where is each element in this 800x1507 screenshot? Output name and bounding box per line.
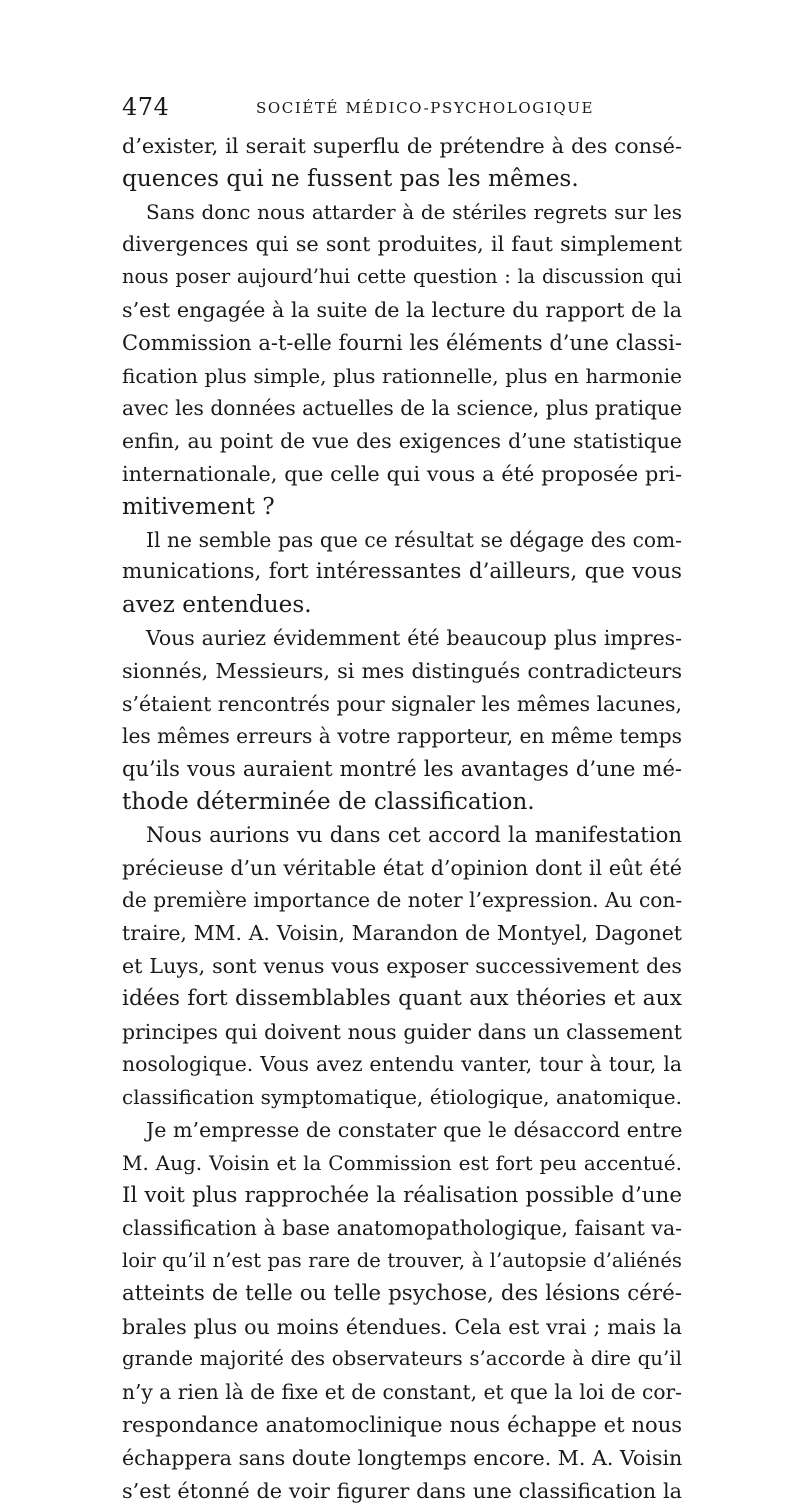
text-line: de première importance de noter l’expression. Au con- [122,888,683,913]
text-line: qu’ils vous auraient montré les avantages d’une mé- [122,757,682,782]
text-line: mitivement ? [122,492,275,520]
text-line: brales plus ou moins étendues. Cela est vrai ; mais la [122,1314,682,1339]
text-line: échappera sans doute longtemps encore. M. A. Voisin [122,1445,683,1470]
text-line: M. Aug. Voisin et la Commission est fort peu accentué. [122,1150,682,1175]
text-line: Il ne semble pas que ce résultat se dégage des com- [146,527,682,552]
text-line: s’est étonné de voir figurer dans une classification la [122,1478,682,1503]
text-line: quences qui ne fussent pas les mêmes. [122,164,579,192]
text-line: thode déterminée de classification. [122,787,535,815]
text-line: fication plus simple, plus rationnelle, plus en harmonie [122,363,682,388]
text-line: internationale, que celle qui vous a été proposée pri- [122,461,682,486]
text-line: respondance anatomoclinique nous échappe et nous [122,1413,682,1438]
text-line: loir qu’il n’est pas rare de trouver, à l’autopsie d’aliénés [122,1249,682,1273]
text-line: idées fort dissemblables quant aux théories et aux [122,985,682,1011]
text-line: s’est engagée à la suite de la lecture du rapport de la [122,297,682,322]
text-line: enfin, au point de vue des exigences d’une statistique [122,429,682,454]
text-line: classification symptomatique, étiologique, anatomique. [122,1085,682,1110]
text-line: et Luys, sont venus vous exposer successivement des [122,953,682,978]
text-line: nous poser aujourd’hui cette question : la discussion qui [122,265,682,289]
running-head [122,92,682,122]
body-text [122,130,682,1507]
text-line: traire, MM. A. Voisin, Marandon de Montyel, Dagonet [122,921,682,946]
text-line: classification à base anatomopathologique, faisant va- [122,1216,682,1241]
text-line: n’y a rien là de fixe et de constant, et que la loi de cor- [122,1380,682,1405]
text-line: sionnés, Messieurs, si mes distingués contradicteurs [122,658,682,683]
text-line: s’étaient rencontrés pour signaler les mêmes lacunes, [122,691,682,716]
text-line: Nous aurions vu dans cet accord la manifestation [146,821,682,847]
journal-title: SOCIÉTÉ MÉDICO-PSYCHOLOGIQUE [256,99,595,117]
text-line: les mêmes erreurs à votre rapporteur, en même temps [122,724,683,749]
text-line: Sans donc nous attarder à de stériles regrets sur les [146,199,682,224]
text-line: avez entendues. [122,591,312,619]
text-line: d’exister, il serait superflu de prétendre à des consé- [122,134,682,158]
text-line: grande majorité des observateurs s’accorde à dire qu’il [122,1347,682,1371]
text-line: Commission a-t-elle fourni les éléments d’une classi- [122,330,682,355]
text-line: Il voit plus rapprochée la réalisation possible d’une [122,1182,682,1208]
text-line: Vous auriez évidemment été beaucoup plus impres- [146,625,682,650]
text-line: Je m’empresse de constater que le désaccord entre [146,1117,683,1142]
text-line: atteints de telle ou telle psychose, des lésions céré- [122,1280,682,1306]
text-line: nosologique. Vous avez entendu vanter, tour à tour, la [122,1052,682,1077]
text-line: avec les données actuelles de la science, plus pratique [122,396,682,421]
page-number: 474 [122,93,170,121]
text-line: divergences qui se sont produites, il faut simplement [122,232,682,257]
text-line: principes qui doivent nous guider dans un classement [122,1019,682,1044]
text-line: précieuse d’un véritable état d’opinion dont il eût été [122,855,682,880]
text-line: munications, fort intéressantes d’ailleurs, que vous [122,559,682,585]
